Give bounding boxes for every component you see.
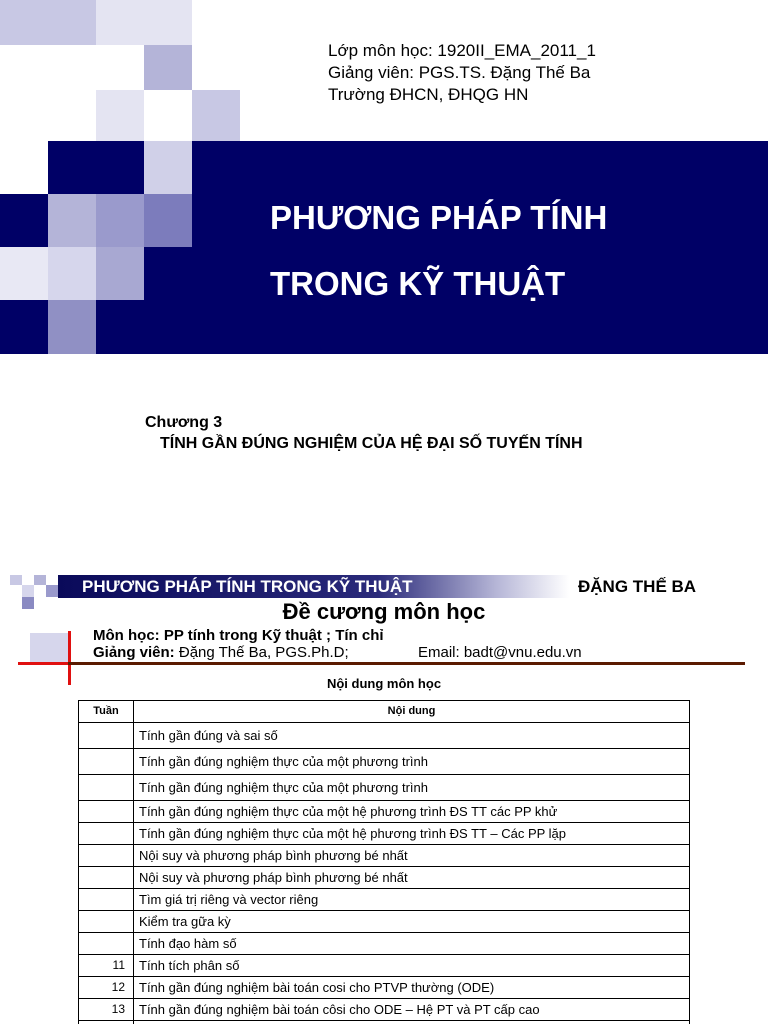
email-text: Email: badt@vnu.edu.vn xyxy=(418,644,582,661)
table-row xyxy=(79,749,690,775)
content-cell: Tính gần đúng nghiệm bài toán cosi cho PTVP thường (ODE) xyxy=(134,977,690,999)
week-cell xyxy=(79,933,134,955)
week-cell xyxy=(79,867,134,889)
week-cell: 12 xyxy=(79,977,134,999)
content-cell: Tính tích phân số xyxy=(134,955,690,977)
content-cell: Tìm giá trị riêng và vector riêng xyxy=(134,889,690,911)
decor-square xyxy=(144,194,192,247)
header-title: PHƯƠNG PHÁP TÍNH TRONG KỸ THUẬT xyxy=(82,577,413,596)
content-cell: Nội suy và phương pháp bình phương bé nhất xyxy=(134,867,690,889)
content-cell: Tính gần đúng nghiệm bài toán côsi cho ODE – Hệ PT và PT cấp cao xyxy=(134,999,690,1021)
decor-square xyxy=(96,0,192,45)
table-row xyxy=(79,775,690,801)
slide-title-line-2: TRONG KỸ THUẬT xyxy=(270,265,566,302)
table-row xyxy=(79,955,690,977)
chapter-title: TÍNH GẦN ĐÚNG NGHIỆM CỦA HỆ ĐẠI SỐ TUYẾN TÍNH xyxy=(160,435,583,452)
content-cell: Tính đạo hàm số xyxy=(134,933,690,955)
week-cell xyxy=(79,845,134,867)
week-cell xyxy=(79,775,134,801)
decor-square xyxy=(22,585,34,597)
week-cell xyxy=(79,749,134,775)
decor-square xyxy=(34,575,46,585)
content-cell: Nội suy và phương pháp bình phương bé nhất xyxy=(134,845,690,867)
band-notch xyxy=(0,141,48,194)
dark-divider-horizontal xyxy=(68,662,745,665)
decor-square xyxy=(96,90,144,141)
slide-title-line-1: PHƯƠNG PHÁP TÍNH xyxy=(270,199,608,236)
week-cell xyxy=(79,723,134,749)
content-cell: Tính gần đúng nghiệm thực của một phương trình xyxy=(134,775,690,801)
content-cell: Tính gần đúng nghiệm thực của một hệ phương trình ĐS TT – Các PP lặp xyxy=(134,823,690,845)
table-row xyxy=(79,801,690,823)
content-cell: Tính gần đúng và sai số xyxy=(134,723,690,749)
decor-square xyxy=(0,0,96,45)
content-cell: Tính gần đúng nghiệm thực của một hệ phương trình ĐS TT các PP khử xyxy=(134,801,690,823)
lecturer-label: Giảng viên: xyxy=(93,644,175,661)
syllabus-title: Đề cương môn học xyxy=(282,599,486,624)
table-row xyxy=(79,999,690,1021)
decor-square xyxy=(48,247,96,300)
course-lecturer: Giảng viên: PGS.TS. Đặng Thế Ba xyxy=(328,63,591,82)
week-cell: 13 xyxy=(79,999,134,1021)
decor-square xyxy=(48,300,96,354)
week-cell xyxy=(79,1021,134,1024)
syllabus-slide xyxy=(0,575,768,1024)
table-row xyxy=(79,977,690,999)
decor-square xyxy=(96,194,144,247)
content-cell: Kiểm tra gữa kỳ xyxy=(134,911,690,933)
week-cell xyxy=(79,911,134,933)
table-caption: Nội dung môn học xyxy=(326,676,442,691)
table-row xyxy=(79,845,690,867)
decor-square xyxy=(144,45,192,90)
header-author: ĐẶNG THẾ BA xyxy=(578,577,697,596)
header-week: Tuần xyxy=(79,701,134,723)
table-row xyxy=(79,933,690,955)
table-header-row xyxy=(79,701,690,723)
decor-square xyxy=(48,194,96,247)
lecturer-line xyxy=(93,644,582,662)
table-row xyxy=(79,823,690,845)
syllabus-table xyxy=(78,700,690,1024)
week-cell xyxy=(79,823,134,845)
table-row xyxy=(79,911,690,933)
decor-square xyxy=(96,247,144,300)
subject-line: Môn học: PP tính trong Kỹ thuật ; Tín chỉ xyxy=(93,627,384,644)
week-cell: 11 xyxy=(79,955,134,977)
lecturer-value: Đặng Thế Ba, PGS.Ph.D; xyxy=(174,644,349,661)
table-row xyxy=(79,889,690,911)
chapter-label: Chương 3 xyxy=(145,414,223,431)
decor-square xyxy=(0,247,48,300)
week-cell xyxy=(79,801,134,823)
decor-square xyxy=(144,141,192,194)
table-row xyxy=(79,723,690,749)
course-university: Trường ĐHCN, ĐHQG HN xyxy=(328,85,529,104)
decor-square xyxy=(10,575,22,585)
decor-square xyxy=(30,633,68,663)
course-class: Lớp môn học: 1920II_EMA_2011_1 xyxy=(328,41,596,60)
content-cell xyxy=(134,1021,690,1024)
header-content: Nội dung xyxy=(134,701,690,723)
decor-square xyxy=(46,585,58,597)
decor-square xyxy=(192,90,240,141)
content-cell: Tính gần đúng nghiệm thực của một phương trình xyxy=(134,749,690,775)
week-cell xyxy=(79,889,134,911)
course-info xyxy=(328,40,596,106)
table-row xyxy=(79,867,690,889)
red-divider-horizontal xyxy=(18,662,68,665)
table-row xyxy=(79,1021,690,1024)
